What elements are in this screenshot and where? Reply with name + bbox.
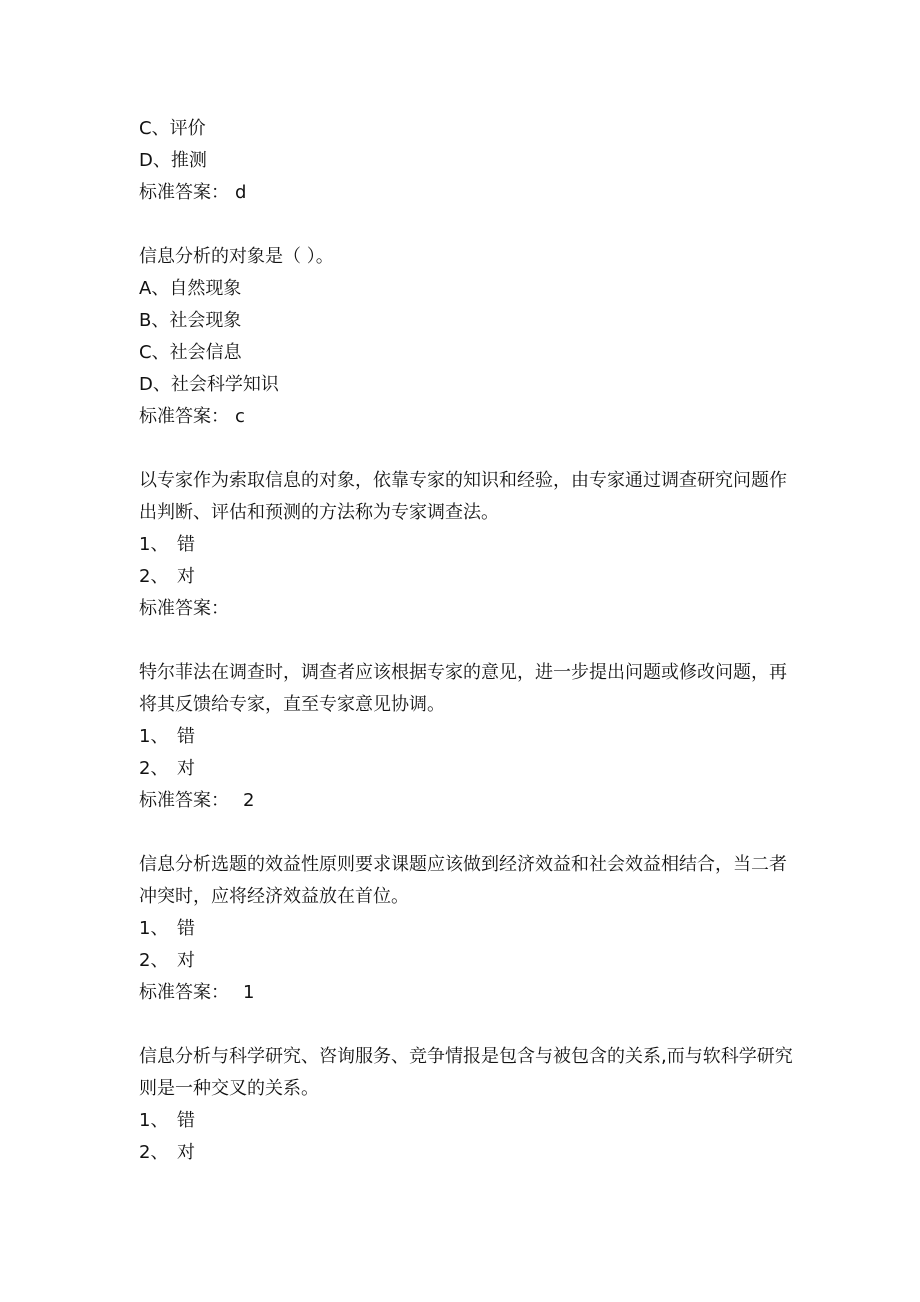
option-1 [139, 1105, 799, 1137]
spacer [139, 209, 799, 241]
standard-answer [139, 593, 799, 625]
question-text: 信息分析与科学研究、咨询服务、竞争情报是包含与被包含的关系,而与软科学研究则是一种交叉的关系。 [139, 1046, 793, 1099]
option-key: A、 [139, 278, 170, 299]
option-text: 错 [177, 726, 195, 747]
option-text: 评价 [169, 118, 206, 139]
answer-label: 标准答案： [139, 182, 229, 203]
answer-label: 标准答案： [139, 982, 229, 1003]
document-content [139, 113, 799, 1169]
option-d [139, 145, 799, 177]
option-c [139, 337, 799, 369]
option-text: 错 [177, 534, 195, 555]
option-text: 对 [177, 758, 195, 779]
option-2 [139, 753, 799, 785]
option-key: D、 [139, 374, 171, 395]
question-text: 以专家作为索取信息的对象，依靠专家的知识和经验，由专家通过调查研究问题作出判断、评估和预测的方法称为专家调查法。 [139, 470, 787, 523]
question-block [139, 849, 799, 1009]
answer-label: 标准答案： [139, 790, 229, 811]
question-text: 信息分析选题的效益性原则要求课题应该做到经济效益和社会效益相结合，当二者冲突时，应将经济效益放在首位。 [139, 854, 787, 907]
option-key: 1、 [139, 918, 169, 939]
option-1 [139, 721, 799, 753]
question-block [139, 241, 799, 433]
option-text: 错 [177, 1110, 195, 1131]
option-key: C、 [139, 118, 170, 139]
option-text: 自然现象 [169, 278, 242, 299]
option-text: 对 [177, 1142, 195, 1163]
option-key: 1、 [139, 1110, 169, 1131]
option-2 [139, 561, 799, 593]
standard-answer [139, 785, 799, 817]
option-key: 2、 [139, 950, 169, 971]
option-d [139, 369, 799, 401]
option-text: 社会科学知识 [170, 374, 279, 395]
option-key: 2、 [139, 758, 169, 779]
answer-value: 1 [243, 982, 255, 1003]
option-text: 错 [177, 918, 195, 939]
option-c [139, 113, 799, 145]
option-key: B、 [139, 310, 170, 331]
option-key: 2、 [139, 1142, 169, 1163]
option-text: 对 [177, 566, 195, 587]
question-text: 信息分析的对象是（ ）。 [139, 246, 334, 267]
question-block [139, 657, 799, 817]
answer-label: 标准答案： [139, 598, 229, 619]
spacer [139, 817, 799, 849]
answer-label: 标准答案： [139, 406, 229, 427]
option-b [139, 305, 799, 337]
standard-answer [139, 401, 799, 433]
spacer [139, 1009, 799, 1041]
option-text: 对 [177, 950, 195, 971]
option-key: D、 [139, 150, 171, 171]
option-2 [139, 945, 799, 977]
spacer [139, 625, 799, 657]
option-a [139, 273, 799, 305]
option-key: 2、 [139, 566, 169, 587]
option-1 [139, 529, 799, 561]
option-key: C、 [139, 342, 170, 363]
answer-value: 2 [243, 790, 255, 811]
standard-answer [139, 177, 799, 209]
question-fragment [139, 113, 799, 209]
option-text: 社会信息 [169, 342, 242, 363]
answer-value: d [235, 182, 247, 203]
option-key: 1、 [139, 726, 169, 747]
option-text: 社会现象 [169, 310, 242, 331]
question-block [139, 1041, 799, 1169]
option-text: 推测 [170, 150, 207, 171]
question-text: 特尔菲法在调查时，调查者应该根据专家的意见，进一步提出问题或修改问题，再将其反馈给专家，直至专家意见协调。 [139, 662, 787, 715]
standard-answer [139, 977, 799, 1009]
spacer [139, 433, 799, 465]
option-1 [139, 913, 799, 945]
option-2 [139, 1137, 799, 1169]
option-key: 1、 [139, 534, 169, 555]
question-block [139, 465, 799, 625]
answer-value: c [235, 406, 245, 427]
